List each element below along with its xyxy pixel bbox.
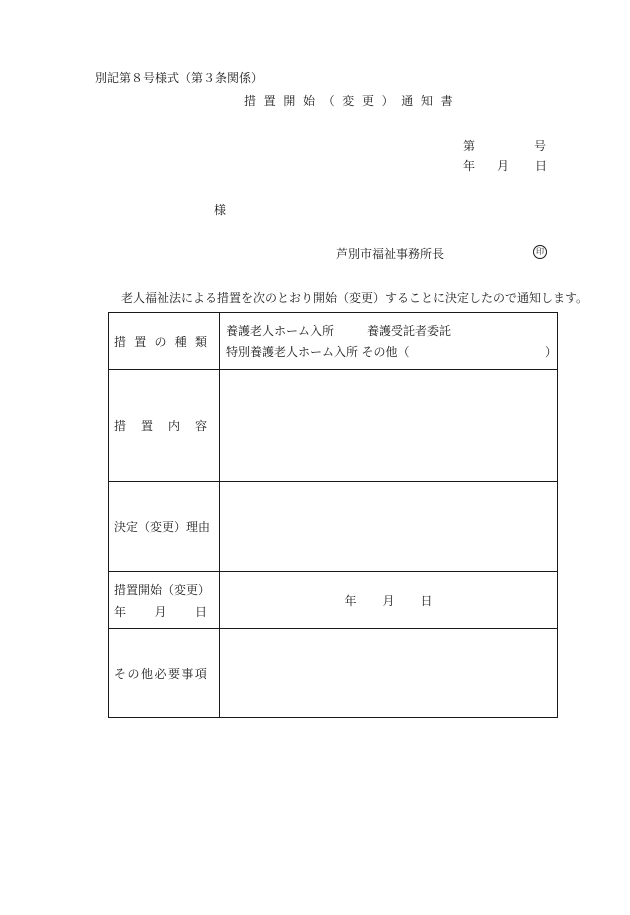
option-nursing-home: 養護老人ホーム入所 bbox=[226, 324, 335, 338]
kind-label-cell bbox=[109, 313, 220, 370]
table-row-content bbox=[109, 370, 558, 482]
title-char: 始 bbox=[302, 94, 315, 108]
date-year-label: 年 bbox=[463, 159, 476, 173]
document-title bbox=[244, 92, 453, 109]
title-char: 通 bbox=[401, 94, 414, 108]
title-char: 更 bbox=[361, 94, 374, 108]
title-char: 開 bbox=[283, 94, 296, 108]
label-char: 内 bbox=[167, 419, 180, 433]
table-row-kind bbox=[109, 313, 558, 370]
kind-label bbox=[114, 333, 207, 350]
date-char: 日 bbox=[420, 593, 433, 608]
label-char: の bbox=[127, 666, 140, 681]
label-char: 年 bbox=[114, 604, 127, 619]
table-row-start bbox=[109, 572, 558, 629]
measures-table bbox=[108, 312, 558, 718]
label-char: 必 bbox=[154, 666, 167, 681]
label-char: 措 bbox=[114, 334, 127, 349]
content-value-cell[interactable] bbox=[220, 370, 558, 482]
date-char: 月 bbox=[382, 593, 395, 608]
table-row-reason bbox=[109, 482, 558, 572]
option-other: その他（ bbox=[361, 345, 410, 359]
label-char: 月 bbox=[154, 604, 167, 619]
date-char: 年 bbox=[344, 593, 357, 608]
number-suffix: 号 bbox=[534, 139, 547, 153]
option-foster-care: 養護受託者委託 bbox=[367, 324, 452, 338]
title-char: 措 bbox=[244, 94, 257, 108]
option-special-nursing-home: 特別養護老人ホーム入所 bbox=[226, 345, 359, 359]
label-char: 種 bbox=[174, 334, 187, 349]
number-prefix: 第 bbox=[463, 139, 476, 153]
start-label: 措置開始（変更） bbox=[114, 582, 211, 597]
label-char: 置 bbox=[134, 334, 147, 349]
title-char: 知 bbox=[420, 94, 433, 108]
reason-value-cell[interactable] bbox=[220, 482, 558, 572]
title-char: 書 bbox=[440, 94, 453, 108]
other-label bbox=[114, 665, 207, 682]
title-char: 置 bbox=[263, 94, 276, 108]
seal-icon: 印 bbox=[533, 245, 547, 259]
label-char: 類 bbox=[194, 334, 207, 349]
reason-label: 決定（変更）理由 bbox=[114, 520, 211, 534]
label-char: 要 bbox=[167, 666, 180, 681]
title-char: 変 bbox=[342, 94, 355, 108]
option-other-close: ） bbox=[544, 345, 557, 359]
start-label-date bbox=[114, 603, 207, 620]
title-char: （ bbox=[322, 94, 335, 108]
label-char: の bbox=[154, 334, 167, 349]
start-label-cell bbox=[109, 572, 220, 629]
intro-text: 老人福祉法による措置を次のとおり開始（変更）することに決定したので通知します。 bbox=[121, 291, 589, 305]
date-day-label: 日 bbox=[535, 159, 548, 173]
label-char: 置 bbox=[140, 419, 153, 433]
table-row-other bbox=[109, 629, 558, 718]
start-date-value bbox=[220, 592, 557, 609]
other-value-cell[interactable] bbox=[220, 629, 558, 718]
content-label-cell bbox=[109, 370, 220, 482]
label-char: 他 bbox=[140, 666, 153, 681]
label-char: そ bbox=[114, 666, 127, 681]
kind-options-line-2 bbox=[220, 343, 557, 360]
content-label bbox=[114, 417, 207, 434]
label-char: 項 bbox=[194, 666, 207, 681]
kind-options-line-1 bbox=[220, 322, 557, 339]
label-char: 事 bbox=[181, 666, 194, 681]
start-date-cell[interactable] bbox=[220, 572, 558, 629]
form-number-label: 別記第８号様式（第３条関係） bbox=[95, 71, 264, 85]
other-label-cell bbox=[109, 629, 220, 718]
reason-label-cell bbox=[109, 482, 220, 572]
label-char: 容 bbox=[194, 419, 207, 433]
label-char: 措 bbox=[114, 419, 127, 433]
date-month-label: 月 bbox=[497, 159, 510, 173]
addressee-suffix: 様 bbox=[214, 203, 227, 217]
title-char: ） bbox=[381, 94, 394, 108]
issuer-name: 芦別市福祉事務所長 bbox=[336, 247, 445, 261]
kind-options-cell bbox=[220, 313, 558, 370]
label-char: 日 bbox=[194, 604, 207, 619]
